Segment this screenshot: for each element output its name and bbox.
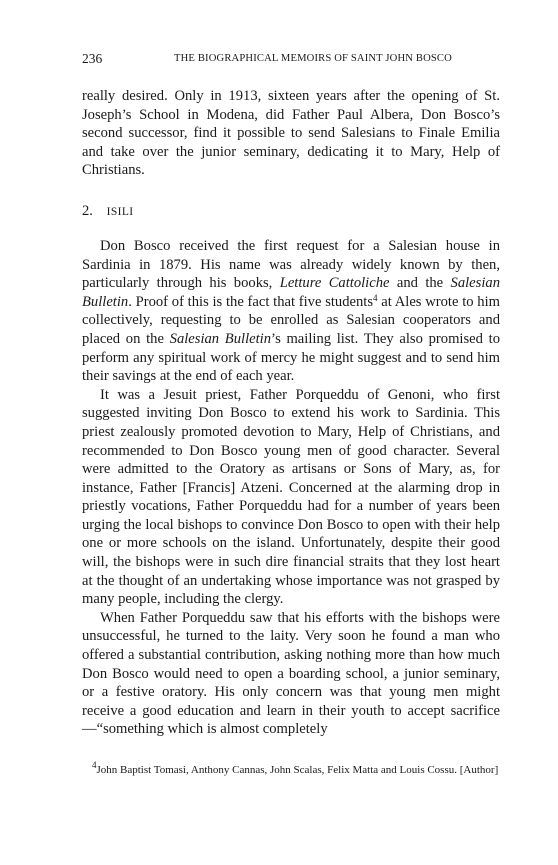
- paragraph-2-text-5: ’s mailing list. They also promised to perform any spiritual work of mercy he might suggest and to send him their savings at the end of each year.: [82, 330, 500, 385]
- footnote-marker: 4: [92, 760, 97, 770]
- paragraph-1: really desired. Only in 1913, sixteen years after the opening of St. Joseph’s School in Modena, did Father Paul Albera, Don Bosco’s second successor, find it possible to send Salesians to Finale Emilia and take over the junior seminary, dedicating it to Mary, Help of Christians.: [82, 88, 500, 179]
- running-head: [82, 50, 500, 68]
- italic-letture-cattoliche: Letture Cattoliche: [279, 275, 390, 292]
- book-page: [82, 50, 500, 778]
- running-head-title: THE BIOGRAPHICAL MEMOIRS OF SAINT JOHN BOSCO: [174, 53, 452, 64]
- footnote: [92, 760, 500, 778]
- paragraph-2-text-4: at Ales wrote to him collectively, requesting to be enrolled as Salesian cooperators and placed on the: [82, 293, 500, 347]
- paragraph-2-text-3: . Proof of this is the fact that five students: [128, 293, 374, 310]
- italic-salesian-bulletin-2: Salesian Bulletin: [169, 330, 272, 347]
- paragraph-2: [82, 237, 500, 386]
- paragraph-2-text-2: and the: [389, 275, 451, 292]
- paragraph-4: When Father Porqueddu saw that his efforts with the bishops were unsuccessful, he turned to the laity. Very soon he found a man who offered a substantial contribution, asking nothing more than how much Don Bosco would need to open a boarding school, a junior seminary, or a festive oratory. His only concern was that young men might receive a good education and learn in their youth to accept sacrifice—“something which is almost completely: [82, 609, 500, 738]
- paragraph-3: It was a Jesuit priest, Father Porqueddu of Genoni, who first suggested inviting Don Bosco to extend his work to Sardinia. This priest zealously promoted devotion to Mary, Help of Christians, and recommended to Don Bosco young men of good character. Several were admitted to the Oratory as artisans or Sons of Mary, as, for instance, Father [Francis] Atzeni. Concerned at the alarming drop in priestly vocations, Father Porqueddu had for a number of years been urging the local bishops to convince Don Bosco to open with their help one or more schools on the island. Unfortunately, despite their good will, the bishops were in such dire financial straits that they lost heart at the thought of an undertaking whose importance was not grasped by many people, including the clergy.: [82, 386, 500, 608]
- section-number: 2.: [82, 202, 93, 219]
- paragraph-2-text-1: Don Bosco received the first request for a Salesian house in Sardinia in 1879. His name was already widely known by then, particularly through his books,: [82, 237, 500, 292]
- section-title: ISILI: [106, 205, 134, 218]
- body-text: [82, 87, 500, 739]
- page-number: 236: [82, 51, 103, 66]
- section-heading: [82, 202, 500, 221]
- footnote-reference: 4: [373, 292, 378, 303]
- italic-salesian-bulletin: Salesian Bulletin: [82, 275, 500, 310]
- footnote-text: John Baptist Tomasi, Anthony Cannas, John Scalas, Felix Matta and Louis Cossu. [Author]: [96, 764, 499, 776]
